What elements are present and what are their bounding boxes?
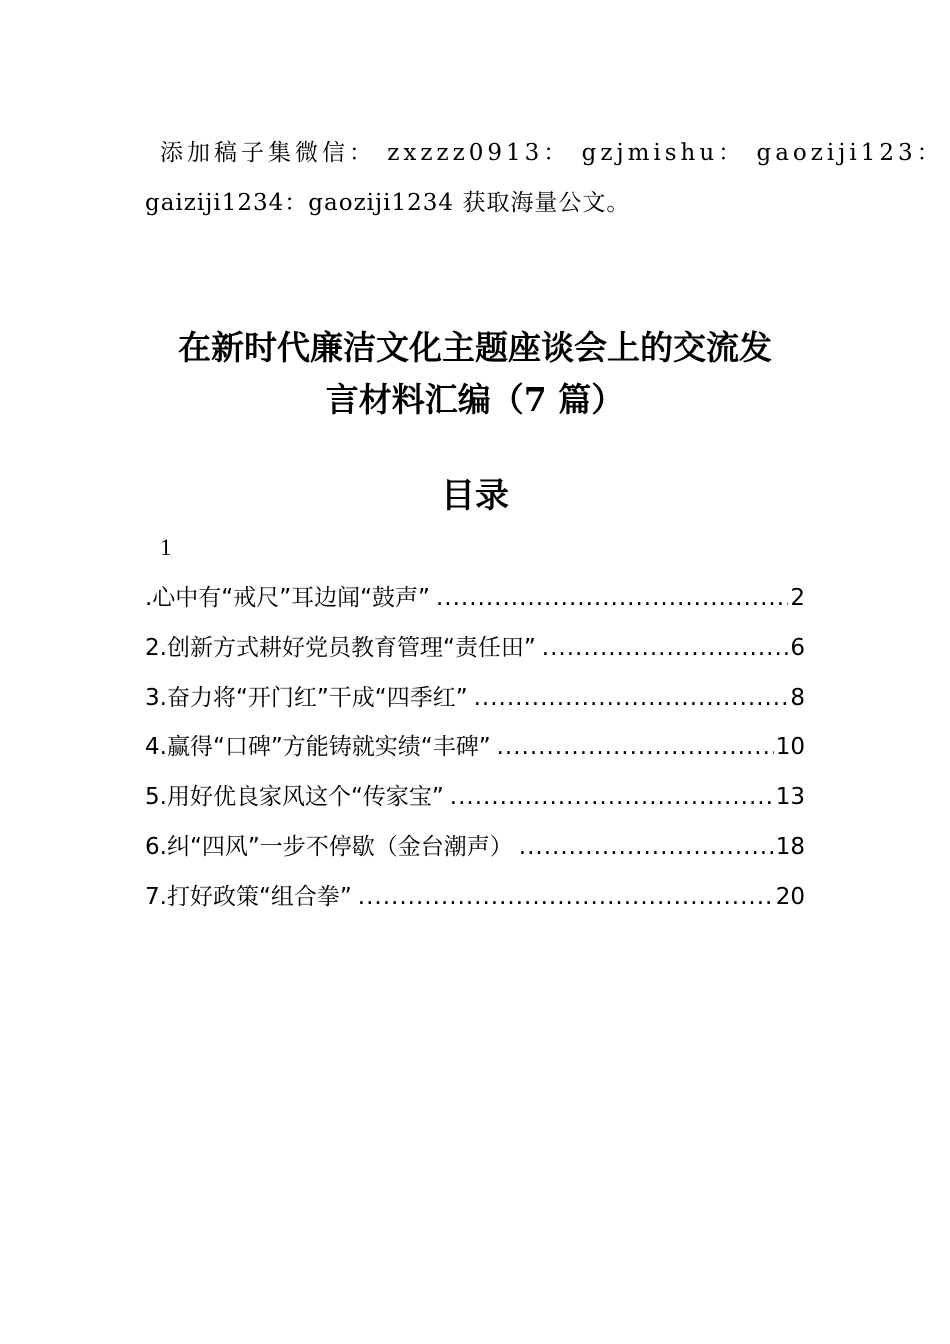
toc-first-number: 1 [160, 535, 172, 560]
toc-dot-leader [436, 578, 788, 618]
toc-entry-6[interactable] [145, 827, 805, 877]
toc-page-number: 20 [775, 883, 805, 910]
toc-entry-title: 5.用好优良家风这个“传家宝” [145, 784, 444, 811]
toc-page-number: 2 [790, 585, 805, 611]
toc-entry-title: 3.奋力将“开门红”干成“四季红” [145, 684, 468, 711]
toc-entry-title: 6.纠“四风”一步不停歇（金台潮声） [145, 833, 513, 860]
toc-entry-5[interactable] [145, 777, 805, 827]
table-of-contents [145, 578, 805, 927]
toc-entry-4[interactable] [145, 727, 805, 777]
toc-entry-title: 4.赢得“口碑”方能铸就实绩“丰碑” [145, 734, 491, 761]
wechat-notice [145, 128, 944, 228]
toc-entry-2[interactable] [145, 628, 805, 678]
notice-line-1: 添加稿子集微信： zxzzz0913： gzjmishu： gaoziji123： [160, 140, 944, 166]
toc-page-number: 18 [775, 833, 805, 860]
toc-dot-leader [542, 628, 789, 668]
toc-entry-1[interactable] [145, 578, 805, 628]
toc-page-number: 6 [790, 634, 805, 661]
toc-entry-title: .心中有“戒尺”耳边闻“鼓声” [145, 585, 430, 611]
toc-dot-leader [497, 727, 774, 767]
toc-page-number: 13 [775, 784, 805, 811]
toc-entry-title: 2.创新方式耕好党员教育管理“责任田” [145, 634, 536, 661]
toc-heading: 目录 [441, 476, 509, 516]
toc-entry-7[interactable] [145, 877, 805, 927]
toc-dot-leader [519, 827, 774, 867]
document-title [145, 322, 805, 426]
toc-dot-leader [474, 678, 789, 718]
notice-line-2: gaiziji1234：gaoziji1234 获取海量公文。 [145, 190, 631, 216]
toc-dot-leader [358, 877, 774, 917]
toc-dot-leader [450, 777, 774, 817]
toc-entry-3[interactable] [145, 678, 805, 728]
toc-page-number: 10 [775, 734, 805, 761]
document-title-line-1: 在新时代廉洁文化主题座谈会上的交流发 [178, 328, 772, 367]
toc-entry-title: 7.打好政策“组合拳” [145, 883, 352, 910]
toc-page-number: 8 [790, 684, 805, 711]
document-title-line-2: 言材料汇编（7 篇） [325, 380, 625, 419]
